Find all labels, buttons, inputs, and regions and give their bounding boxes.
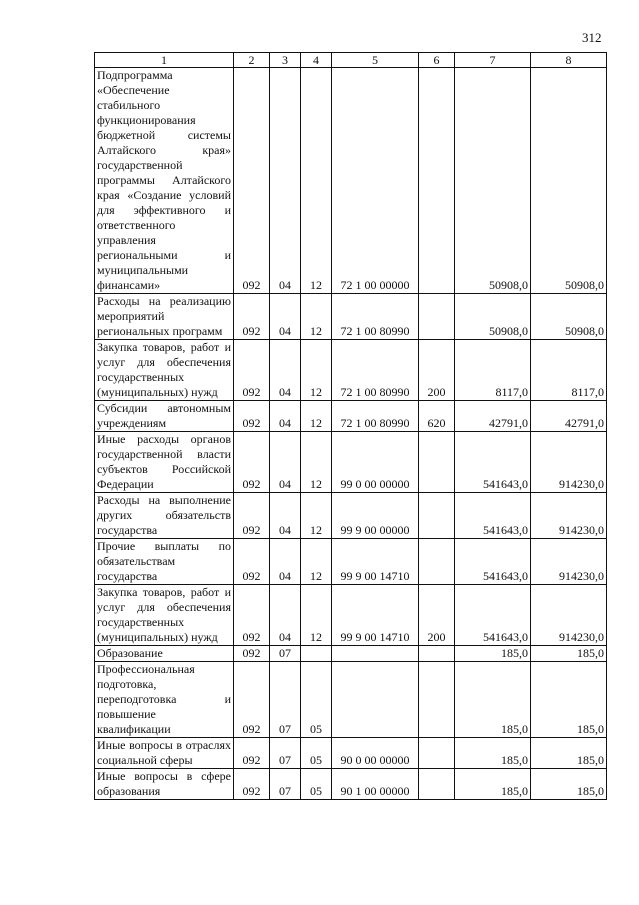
- department-code: 092: [234, 68, 270, 294]
- amount-second-year: 914230,0: [531, 539, 607, 585]
- subsection-code: 12: [301, 585, 332, 646]
- amount-first-year: 185,0: [455, 769, 531, 800]
- amount-second-year: 185,0: [531, 769, 607, 800]
- column-header: 8: [531, 53, 607, 68]
- column-header: 7: [455, 53, 531, 68]
- expense-type-code: 620: [419, 401, 455, 432]
- item-name: Закупка товаров, работ и услуг для обеспечения государственных (муниципальных) нужд: [95, 340, 234, 401]
- department-code: 092: [234, 294, 270, 340]
- department-code: 092: [234, 539, 270, 585]
- page-number: 312: [582, 30, 602, 45]
- expense-type-code: [419, 539, 455, 585]
- amount-second-year: 185,0: [531, 662, 607, 738]
- section-code: 04: [270, 68, 301, 294]
- table-row: [95, 646, 607, 662]
- table-body: [95, 68, 607, 800]
- subsection-code: 12: [301, 68, 332, 294]
- expense-type-code: [419, 769, 455, 800]
- subsection-code: 05: [301, 662, 332, 738]
- item-name: Расходы на реализацию мероприятий региональных программ: [95, 294, 234, 340]
- item-name: Иные расходы органов государственной власти субъектов Российской Федерации: [95, 432, 234, 493]
- table-row: [95, 738, 607, 769]
- subsection-code: 12: [301, 539, 332, 585]
- target-article-code: 72 1 00 80990: [332, 294, 419, 340]
- department-code: 092: [234, 738, 270, 769]
- section-code: 07: [270, 738, 301, 769]
- column-header: 3: [270, 53, 301, 68]
- amount-second-year: 50908,0: [531, 68, 607, 294]
- department-code: 092: [234, 432, 270, 493]
- item-name: Подпрограмма «Обеспечение стабильного функционирования бюджетной системы Алтайского края» государственной программы Алтайского края «Создание условий для эффективного и ответственного управления региональными и муниципальными финансами»: [95, 68, 234, 294]
- amount-second-year: 185,0: [531, 738, 607, 769]
- column-header: 1: [95, 53, 234, 68]
- target-article-code: [332, 662, 419, 738]
- department-code: 092: [234, 585, 270, 646]
- target-article-code: [332, 646, 419, 662]
- table-row: [95, 432, 607, 493]
- item-name: Закупка товаров, работ и услуг для обеспечения государственных (муниципальных) нужд: [95, 585, 234, 646]
- amount-first-year: 50908,0: [455, 68, 531, 294]
- department-code: 092: [234, 340, 270, 401]
- subsection-code: [301, 646, 332, 662]
- table-row: [95, 539, 607, 585]
- subsection-code: 12: [301, 493, 332, 539]
- amount-second-year: 185,0: [531, 646, 607, 662]
- item-name: Иные вопросы в отраслях социальной сферы: [95, 738, 234, 769]
- expense-type-code: 200: [419, 585, 455, 646]
- amount-second-year: 8117,0: [531, 340, 607, 401]
- section-code: 04: [270, 585, 301, 646]
- table-row: [95, 662, 607, 738]
- section-code: 04: [270, 493, 301, 539]
- table-row: [95, 585, 607, 646]
- section-code: 07: [270, 769, 301, 800]
- subsection-code: 12: [301, 401, 332, 432]
- amount-first-year: 541643,0: [455, 493, 531, 539]
- table-row: [95, 294, 607, 340]
- expense-type-code: 200: [419, 340, 455, 401]
- item-name: Прочие выплаты по обязательствам государства: [95, 539, 234, 585]
- amount-first-year: 50908,0: [455, 294, 531, 340]
- target-article-code: 99 9 00 14710: [332, 585, 419, 646]
- section-code: 04: [270, 401, 301, 432]
- table-row: [95, 340, 607, 401]
- column-header: 5: [332, 53, 419, 68]
- section-code: 04: [270, 294, 301, 340]
- amount-first-year: 541643,0: [455, 585, 531, 646]
- target-article-code: 90 1 00 00000: [332, 769, 419, 800]
- amount-second-year: 42791,0: [531, 401, 607, 432]
- department-code: 092: [234, 401, 270, 432]
- amount-second-year: 914230,0: [531, 432, 607, 493]
- expense-type-code: [419, 493, 455, 539]
- subsection-code: 05: [301, 769, 332, 800]
- item-name: Профессиональная подготовка, переподготовка и повышение квалификации: [95, 662, 234, 738]
- section-code: 07: [270, 662, 301, 738]
- item-name: Образование: [95, 646, 234, 662]
- section-code: 07: [270, 646, 301, 662]
- expense-type-code: [419, 738, 455, 769]
- table-row: [95, 493, 607, 539]
- amount-first-year: 185,0: [455, 738, 531, 769]
- column-header: 2: [234, 53, 270, 68]
- header-row: [95, 53, 607, 68]
- target-article-code: 72 1 00 80990: [332, 340, 419, 401]
- target-article-code: 72 1 00 00000: [332, 68, 419, 294]
- expense-type-code: [419, 662, 455, 738]
- subsection-code: 12: [301, 432, 332, 493]
- target-article-code: 90 0 00 00000: [332, 738, 419, 769]
- subsection-code: 12: [301, 294, 332, 340]
- item-name: Расходы на выполнение других обязательств государства: [95, 493, 234, 539]
- department-code: 092: [234, 662, 270, 738]
- amount-second-year: 914230,0: [531, 585, 607, 646]
- amount-first-year: 185,0: [455, 662, 531, 738]
- amount-first-year: 541643,0: [455, 539, 531, 585]
- expense-type-code: [419, 432, 455, 493]
- target-article-code: 72 1 00 80990: [332, 401, 419, 432]
- target-article-code: 99 0 00 00000: [332, 432, 419, 493]
- section-code: 04: [270, 432, 301, 493]
- expense-type-code: [419, 646, 455, 662]
- target-article-code: 99 9 00 14710: [332, 539, 419, 585]
- section-code: 04: [270, 340, 301, 401]
- department-code: 092: [234, 646, 270, 662]
- column-header: 4: [301, 53, 332, 68]
- table-row: [95, 401, 607, 432]
- department-code: 092: [234, 769, 270, 800]
- expense-type-code: [419, 294, 455, 340]
- subsection-code: 05: [301, 738, 332, 769]
- expense-type-code: [419, 68, 455, 294]
- amount-first-year: 185,0: [455, 646, 531, 662]
- table-row: [95, 769, 607, 800]
- department-code: 092: [234, 493, 270, 539]
- item-name: Субсидии автономным учреждениям: [95, 401, 234, 432]
- amount-first-year: 8117,0: [455, 340, 531, 401]
- amount-first-year: 541643,0: [455, 432, 531, 493]
- table-row: [95, 68, 607, 294]
- amount-first-year: 42791,0: [455, 401, 531, 432]
- item-name: Иные вопросы в сфере образования: [95, 769, 234, 800]
- budget-table: [94, 52, 607, 800]
- column-header: 6: [419, 53, 455, 68]
- section-code: 04: [270, 539, 301, 585]
- amount-second-year: 50908,0: [531, 294, 607, 340]
- amount-second-year: 914230,0: [531, 493, 607, 539]
- subsection-code: 12: [301, 340, 332, 401]
- target-article-code: 99 9 00 00000: [332, 493, 419, 539]
